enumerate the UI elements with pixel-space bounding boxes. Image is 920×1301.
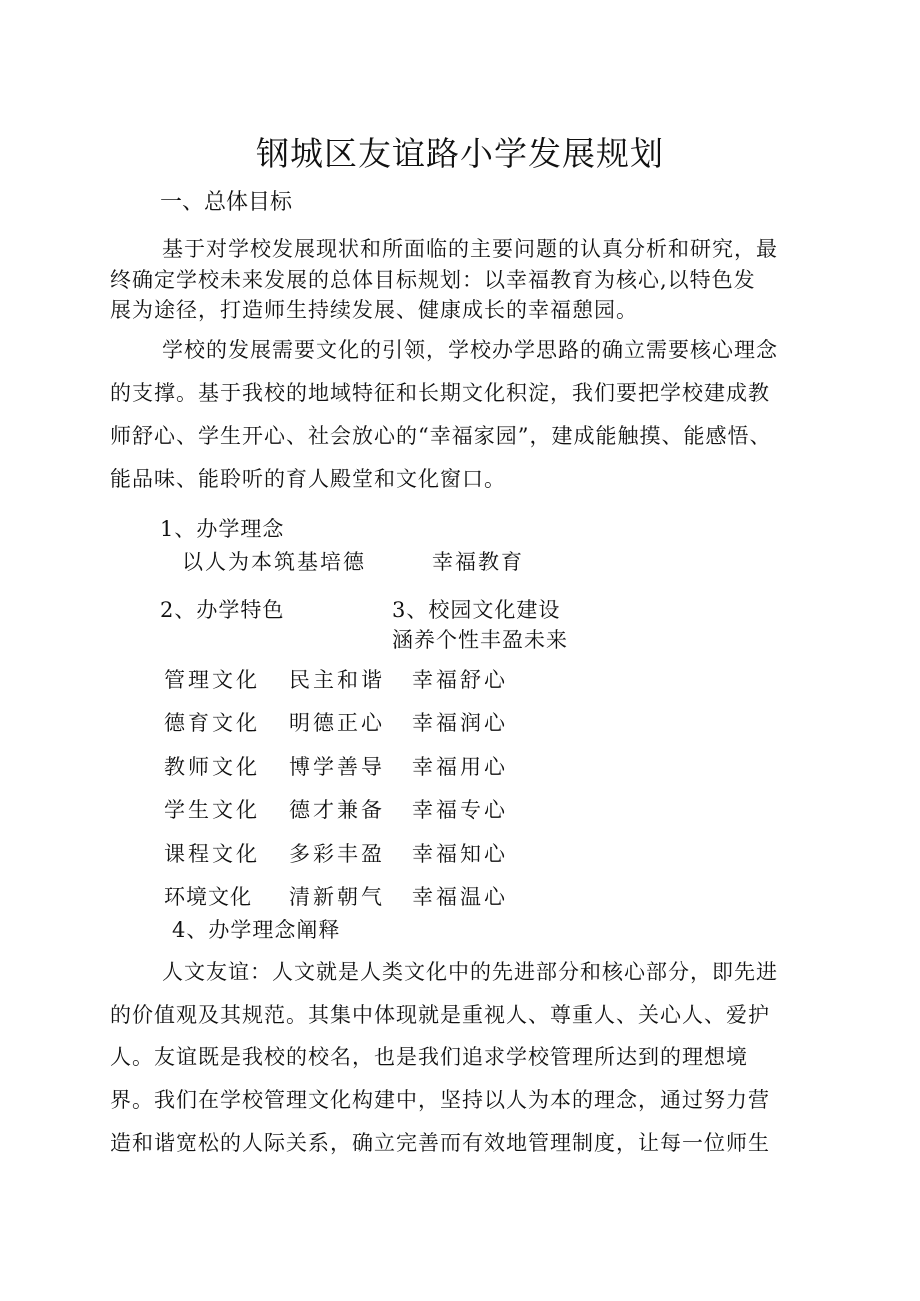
culture-name: 课程文化 xyxy=(164,842,260,866)
document-title: 钢城区友谊路小学发展规划 xyxy=(256,134,664,173)
culture-goal: 幸福温心 xyxy=(412,885,508,909)
section4-line: 人文友谊：人文就是人类文化中的先进部分和核心部分，即先进 xyxy=(162,960,778,984)
para2-line: 的支撑。基于我校的地域特征和长期文化积淀，我们要把学校建成教 xyxy=(110,381,770,405)
culture-motto: 博学善导 xyxy=(289,755,385,779)
culture-motto: 多彩丰盈 xyxy=(289,842,385,866)
para1-line: 展为途径，打造师生持续发展、健康成长的幸福憩园。 xyxy=(110,298,638,322)
para1-line: 终确定学校未来发展的总体目标规划：以幸福教育为核心,以特色发 xyxy=(110,268,756,292)
section4-line: 界。我们在学校管理文化构建中，坚持以人为本的理念，通过努力营 xyxy=(110,1088,770,1112)
para2-line: 学校的发展需要文化的引领，学校办学思路的确立需要核心理念 xyxy=(162,338,778,362)
culture-name: 教师文化 xyxy=(164,755,260,779)
culture-name: 环境文化 xyxy=(164,885,252,909)
culture-motto: 明德正心 xyxy=(289,711,385,735)
item1-label: 1、办学理念 xyxy=(160,517,285,541)
item2-label: 2、办学特色 xyxy=(160,598,285,622)
para1-line: 基于对学校发展现状和所面临的主要问题的认真分析和研究，最 xyxy=(162,237,778,261)
section4-line: 造和谐宽松的人际关系，确立完善而有效地管理制度，让每一位师生 xyxy=(110,1131,770,1155)
culture-goal: 幸福知心 xyxy=(412,842,508,866)
item3-value: 涵养个性丰盈未来 xyxy=(392,628,568,652)
culture-goal: 幸福舒心 xyxy=(412,668,508,692)
item1-value-b: 幸福教育 xyxy=(432,550,524,574)
culture-motto: 民主和谐 xyxy=(289,668,385,692)
section4-line: 人。友谊既是我校的校名，也是我们追求学校管理所达到的理想境 xyxy=(110,1045,748,1069)
culture-goal: 幸福润心 xyxy=(412,711,508,735)
culture-motto: 德才兼备 xyxy=(289,798,385,822)
culture-motto: 清新朝气 xyxy=(289,885,385,909)
para2-line: 师舒心、学生开心、社会放心的“幸福家园”，建成能触摸、能感悟、 xyxy=(110,424,772,448)
culture-name: 学生文化 xyxy=(164,798,260,822)
item3-label: 3、校园文化建设 xyxy=(392,598,561,622)
item1-value-a: 以人为本筑基培德 xyxy=(182,550,366,574)
culture-name: 德育文化 xyxy=(164,711,260,735)
culture-goal: 幸福专心 xyxy=(412,798,508,822)
item4-label: 4、办学理念阐释 xyxy=(172,918,341,942)
culture-goal: 幸福用心 xyxy=(412,755,508,779)
section-heading-overall-goal: 一、总体目标 xyxy=(160,190,293,215)
section4-line: 的价值观及其规范。其集中体现就是重视人、尊重人、关心人、爱护 xyxy=(110,1003,770,1027)
para2-line: 能品味、能聆听的育人殿堂和文化窗口。 xyxy=(110,467,506,491)
culture-name: 管理文化 xyxy=(164,668,260,692)
